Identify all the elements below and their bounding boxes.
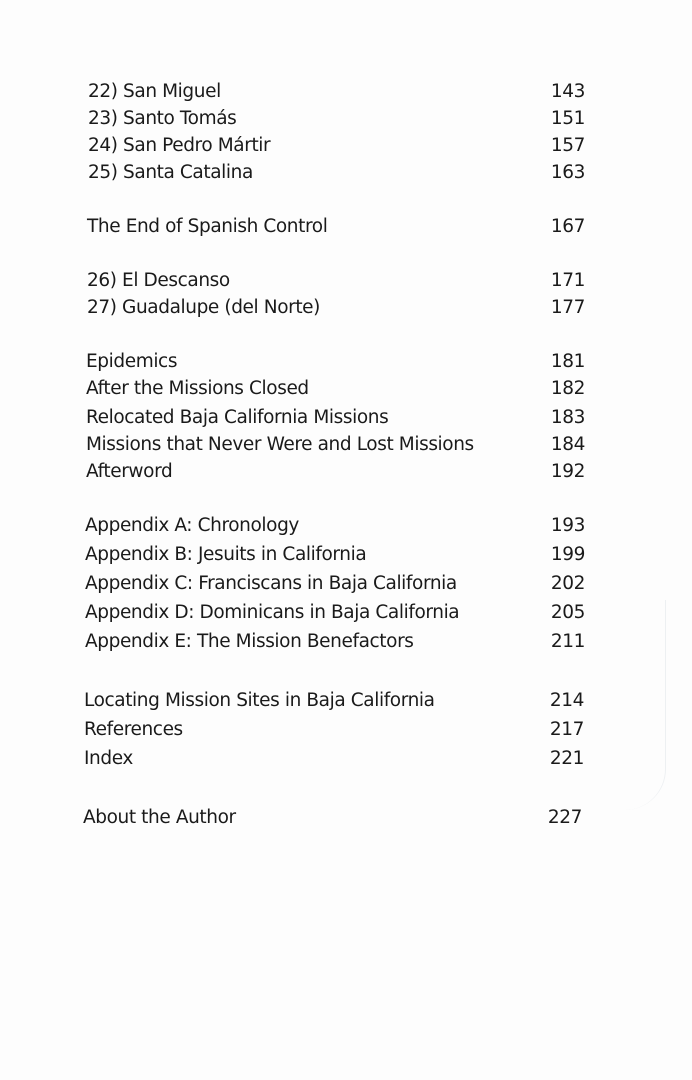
toc-entry <box>86 376 585 402</box>
toc-entry-page: 171 <box>550 270 585 291</box>
toc-entry-page: 167 <box>550 216 585 237</box>
toc-entry-title: Appendix A: Chronology <box>85 515 299 536</box>
toc-entry-title: Relocated Baja California Missions <box>86 407 389 428</box>
toc-entry <box>85 513 585 539</box>
toc-entry <box>88 79 585 105</box>
toc-entry <box>85 542 585 568</box>
toc-entry <box>87 214 585 240</box>
toc-entry-title: About the Author <box>83 807 236 828</box>
toc-entry-page: 193 <box>550 515 585 536</box>
toc-entry-page: 157 <box>550 135 585 156</box>
toc-entry <box>86 405 585 431</box>
toc-entry-page: 211 <box>550 631 585 652</box>
toc-entry-title: The End of Spanish Control <box>87 216 328 237</box>
toc-entry-page: 214 <box>549 690 584 711</box>
toc-entry-page: 221 <box>549 748 584 769</box>
toc-entry <box>86 349 585 375</box>
toc-entry-page: 205 <box>550 602 585 623</box>
toc-entry-title: 27) Guadalupe (del Norte) <box>87 297 320 318</box>
toc-entry-title: Appendix D: Dominicans in Baja California <box>85 602 460 623</box>
toc-entry <box>86 432 585 458</box>
toc-entry <box>84 688 584 714</box>
toc-entry-title: After the Missions Closed <box>86 378 309 399</box>
toc-entry-page: 202 <box>550 573 585 594</box>
toc-entry-title: 26) El Descanso <box>87 270 230 291</box>
toc-entry <box>87 295 585 321</box>
toc-entry-page: 143 <box>550 81 585 102</box>
toc-entry-page: 183 <box>550 407 585 428</box>
toc-entry-page: 192 <box>550 461 585 482</box>
toc-entry-title: Missions that Never Were and Lost Missions <box>86 434 474 455</box>
toc-entry <box>88 106 585 132</box>
toc-entry-page: 182 <box>550 378 585 399</box>
toc-entry-page: 227 <box>547 807 582 828</box>
toc-entry <box>88 133 585 159</box>
toc-entry-title: 24) San Pedro Mártir <box>88 135 271 156</box>
toc-entry-title: Afterword <box>86 461 173 482</box>
toc-entry <box>87 268 585 294</box>
toc-entry <box>85 571 585 597</box>
toc-entry-title: Appendix B: Jesuits in California <box>85 544 367 565</box>
toc-entry <box>86 459 585 485</box>
toc-entry-title: References <box>84 719 183 740</box>
toc-entry <box>85 629 585 655</box>
toc-entry <box>84 717 584 743</box>
toc-entry-title: 22) San Miguel <box>88 81 221 102</box>
toc-entry <box>88 160 585 186</box>
toc-entry-page: 217 <box>549 719 584 740</box>
toc-entry-title: 23) Santo Tomás <box>88 108 237 129</box>
toc-entry-title: Index <box>84 748 133 769</box>
toc-entry-page: 184 <box>550 434 585 455</box>
toc-entry-title: 25) Santa Catalina <box>88 162 253 183</box>
toc-entry <box>85 600 585 626</box>
toc-entry-title: Locating Mission Sites in Baja California <box>84 690 435 711</box>
toc-entry <box>83 805 582 831</box>
toc-entry-page: 151 <box>550 108 585 129</box>
toc-entry-title: Appendix E: The Mission Benefactors <box>85 631 414 652</box>
toc-entry-title: Appendix C: Franciscans in Baja California <box>85 573 457 594</box>
toc-entry-title: Epidemics <box>86 351 178 372</box>
toc-entry-page: 177 <box>550 297 585 318</box>
toc-entry-page: 199 <box>550 544 585 565</box>
toc-entry-page: 163 <box>550 162 585 183</box>
toc-entry <box>84 746 584 772</box>
toc-entry-page: 181 <box>550 351 585 372</box>
page-shadow <box>625 600 666 810</box>
